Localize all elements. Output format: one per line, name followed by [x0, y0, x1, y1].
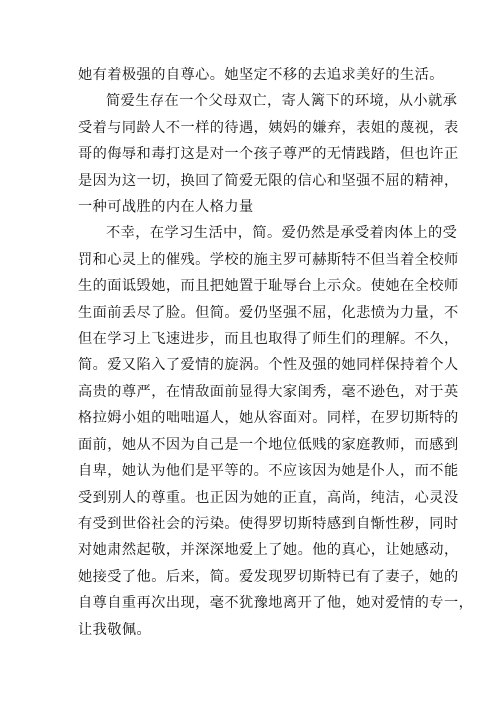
text-line: 生面前丢尽了脸。但简。爱仍坚强不屈，化悲愤为力量，不 — [78, 304, 459, 321]
text-line: 受到别人的尊重。也正因为她的正直，高尚，纯洁，心灵没 — [78, 489, 459, 506]
paragraph-3 — [78, 220, 474, 643]
text-line: 对她肃然起敬，并深深地爱上了她。他的真心，让她感动， — [78, 542, 459, 559]
text-line: 她接受了他。后来，简。爱发现罗切斯特已有了妻子，她的 — [78, 568, 459, 585]
text-line: 不幸，在学习生活中，简。爱仍然是承受着肉体上的受 — [106, 225, 458, 242]
text-line: 简爱生存在一个父母双亡，寄人篱下的环境，从小就承 — [106, 93, 458, 110]
text-line: 高贵的尊严，在情敌面前显得大家闺秀，毫不逊色，对于英 — [78, 383, 459, 400]
text-line: 是因为这一切，换回了简爱无限的信心和坚强不屈的精神， — [78, 172, 459, 189]
text-line: 她有着极强的自尊心。她坚定不移的去追求美好的生活。 — [78, 67, 444, 83]
text-line: 哥的侮辱和毒打这是对一个孩子尊严的无情践踏，但也许正 — [78, 146, 459, 163]
text-line: 面前，她从不因为自己是一个地位低贱的家庭教师，而感到 — [78, 436, 459, 453]
paragraph-1 — [78, 62, 444, 88]
text-line: 生的面诋毁她，而且把她置于耻辱台上示众。使她在全校师 — [78, 278, 459, 295]
text-line: 一种可战胜的内在人格力量 — [78, 199, 254, 216]
paragraph-2 — [78, 88, 459, 220]
text-line: 自卑，她认为他们是平等的。不应该因为她是仆人，而不能 — [78, 463, 459, 480]
text-line: 让我敬佩。 — [78, 621, 152, 638]
text-line: 自尊自重再次出现，毫不犹豫地离开了他，她对爱情的专一， — [78, 595, 474, 612]
text-line: 受着与同龄人不一样的待遇，姨妈的嫌弃，表姐的蔑视，表 — [78, 119, 459, 136]
text-line: 但在学习上飞速进步，而且也取得了师生们的理解。不久， — [78, 331, 459, 348]
text-line: 格拉姆小姐的咄咄逼人，她从容面对。同样，在罗切斯特的 — [78, 410, 459, 427]
text-line: 简。爱又陷入了爱情的旋涡。个性及强的她同样保持着个人 — [78, 357, 459, 374]
text-line: 有受到世俗社会的污染。使得罗切斯特感到自惭性秽，同时 — [78, 515, 459, 532]
text-line: 罚和心灵上的催残。学校的施主罗可赫斯特不但当着全校师 — [78, 251, 459, 268]
document-page — [78, 62, 474, 643]
